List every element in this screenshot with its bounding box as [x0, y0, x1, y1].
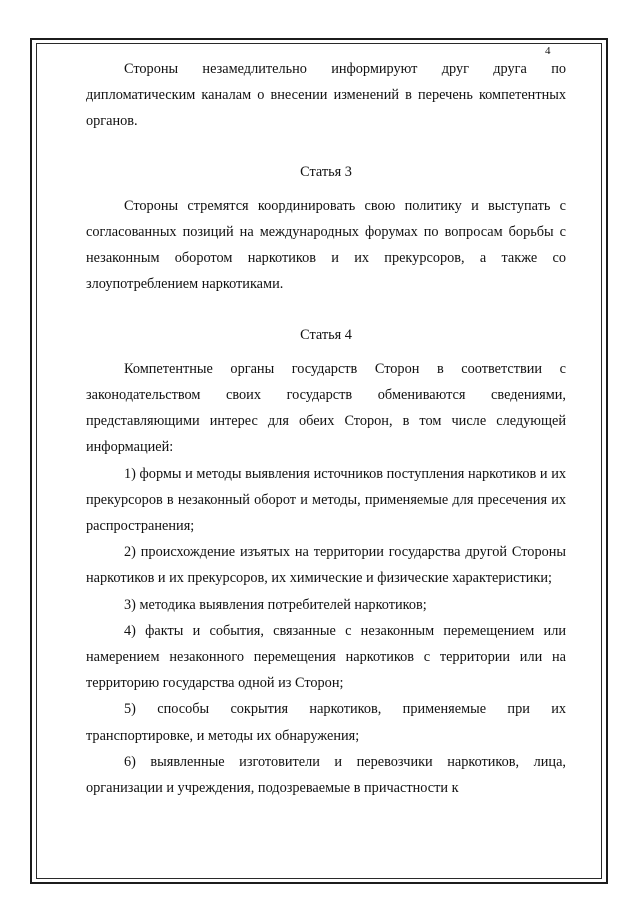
article-4-item: 1) формы и методы выявления источников поступления наркотиков и их прекурсоров в незаконный оборот и методы, применяемые для пресечения их распространения;: [86, 465, 566, 535]
article-3-heading: Статья 3: [300, 163, 352, 180]
article-4-item: 4) факты и события, связанные с незаконным перемещением или намерением незаконного перемещения наркотиков с территории или на территорию государства одной из Сторон;: [86, 622, 566, 692]
article-4-item: 6) выявленные изготовители и перевозчики наркотиков, лица, организации и учреждения, подозреваемые в причастности к: [86, 753, 566, 797]
article-4-item: 2) происхождение изъятых на территории государства другой Стороны наркотиков и их прекурсоров, их химические и физические характеристики;: [86, 544, 566, 587]
article-3-text: Стороны стремятся координировать свою политику и выступать с согласованных позиций на международных форумах по вопросам борьбы с незаконным оборотом наркотиков и их прекурсоров, а также со злоупотреблением наркотиками.: [86, 197, 566, 293]
article-4-heading: Статья 4: [300, 326, 352, 343]
document-body: [86, 56, 566, 801]
article-4-item: 5) способы сокрытия наркотиков, применяемые при их транспортировке, и методы их обнаружения;: [86, 701, 566, 744]
page-number: 4: [545, 45, 551, 57]
article-4-item: 3) методика выявления потребителей наркотиков;: [124, 596, 427, 613]
article-4-intro: Компетентные органы государств Сторон в соответствии с законодательством своих государств обмениваются сведениями, представляющими интерес для обеих Сторон, в том числе следующей информацией:: [86, 360, 566, 456]
intro-paragraph: Стороны незамедлительно информируют друг друга по дипломатическим каналам о внесении изменений в перечень компетентных органов.: [86, 61, 566, 130]
